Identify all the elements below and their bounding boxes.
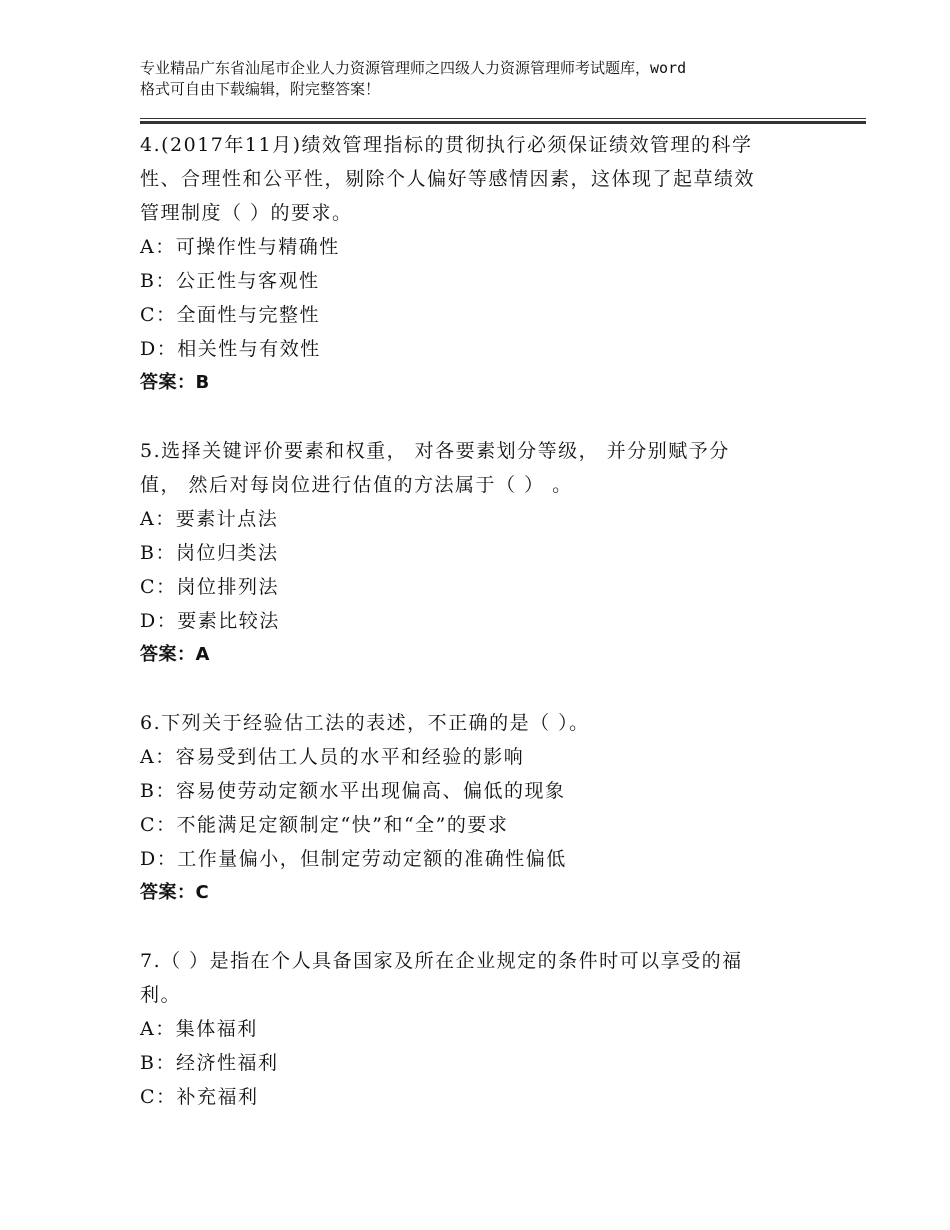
answer: 答案：B <box>140 372 210 393</box>
question-stem-line: 7.（ ）是指在个人具备国家及所在企业规定的条件时可以享受的福 <box>140 950 743 972</box>
question-stem-line: 管理制度（ ）的要求。 <box>140 202 353 224</box>
question-list <box>140 128 800 1114</box>
option-c: C：不能满足定额制定“快”和“全”的要求 <box>140 814 509 836</box>
option-d: D：工作量偏小，但制定劳动定额的准确性偏低 <box>140 848 567 870</box>
option-c: C：补充福利 <box>140 1086 259 1108</box>
option-b: B：容易使劳动定额水平出现偏高、偏低的现象 <box>140 780 566 802</box>
question-7 <box>140 944 800 1114</box>
question-stem-line: 利。 <box>140 984 182 1006</box>
question-4 <box>140 128 800 400</box>
header-line-1: 专业精品广东省汕尾市企业人力资源管理师之四级人力资源管理师考试题库，word <box>140 59 687 77</box>
option-c: C：岗位排列法 <box>140 576 280 598</box>
header-divider-thick <box>140 121 866 124</box>
spacer <box>140 400 800 434</box>
option-c: C：全面性与完整性 <box>140 304 321 326</box>
option-b: B：经济性福利 <box>140 1052 279 1074</box>
question-6 <box>140 706 800 910</box>
question-stem-line: 4.(2017年11月)绩效管理指标的贯彻执行必须保证绩效管理的科学 <box>140 134 753 156</box>
document-header <box>140 58 860 100</box>
option-a: A：容易受到估工人员的水平和经验的影响 <box>140 746 525 768</box>
option-b: B：岗位归类法 <box>140 542 279 564</box>
option-b: B：公正性与客观性 <box>140 270 320 292</box>
question-stem-line: 6.下列关于经验估工法的表述，不正确的是（ ）。 <box>140 712 590 734</box>
option-a: A：要素计点法 <box>140 508 279 530</box>
spacer <box>140 672 800 706</box>
question-stem-line: 值， 然后对每岗位进行估值的方法属于（ ） 。 <box>140 474 573 496</box>
answer: 答案：A <box>140 644 210 665</box>
option-d: D：相关性与有效性 <box>140 338 321 360</box>
option-a: A：集体福利 <box>140 1018 258 1040</box>
header-divider-thin <box>140 118 866 119</box>
header-line-2: 格式可自由下载编辑，附完整答案！ <box>140 80 381 98</box>
answer: 答案：C <box>140 882 210 903</box>
question-5 <box>140 434 800 672</box>
question-stem-line: 性、合理性和公平性，剔除个人偏好等感情因素，这体现了起草绩效 <box>140 168 756 190</box>
option-a: A：可操作性与精确性 <box>140 236 340 258</box>
spacer <box>140 910 800 944</box>
question-stem-line: 5.选择关键评价要素和权重， 对各要素划分等级， 并分别赋予分 <box>140 440 730 462</box>
option-d: D：要素比较法 <box>140 610 280 632</box>
